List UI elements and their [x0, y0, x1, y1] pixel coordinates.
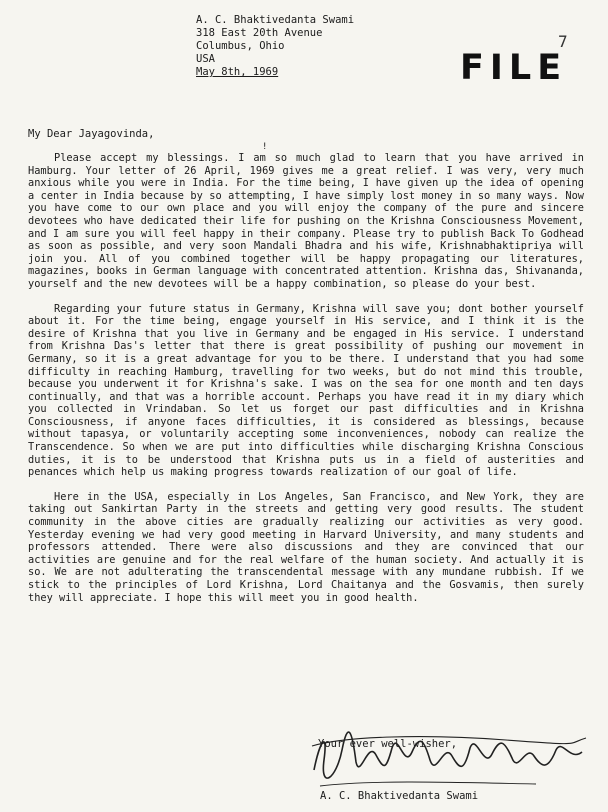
paragraph-3: Here in the USA, especially in Los Angeles, San Francisco, and New York, they are taking out Sankirtan Party in the streets and getting very good results. The student community in the above cities are gradually realizing our activities as very good. Yesterday evening we had very good meeting in Harvard University, and many students and professors attended. There were also discussions and they are convinced that our activities are genuine and for the real welfare of the human society. And actually it is so. We are not adulterating the transcendental message with any mundane rubbish. If we stick to the principles of Lord Krishna, Lord Chaitanya and the Gosvamis, then surely they will appreciate. I hope this will meet you in good health.: [28, 490, 584, 604]
margin-tick-mark: !: [262, 142, 268, 152]
file-stamp-mark: 7: [558, 32, 568, 51]
sender-name: A. C. Bhaktivedanta Swami: [196, 14, 355, 26]
paragraph-2: Regarding your future status in Germany, Krishna will save you; dont bother yourself about it. For the time being, engage yourself in His service, and I think it is the desire of Krishna that you live in Germany and be engaged in His service. I understand from Krishna Das's letter that there is great possibility of pushing our movement in Germany, so it is a great advantage for you to be there. I understand that you had some difficulty in reaching Hamburg, travelling for two weeks, but do not mind this trouble, because you underwent it for Krishna's sake. I was on the sea for one month and ten days continually, and that was a horrible account. Perhaps you have read it in my diary which you collected in Vrindaban. So let us forget our past difficulties and in Krishna Consciousness, if anyone faces difficulties, it is considered as blessings, because without tapasya, or voluntarily accepting some inconveniences, nobody can realize the Transcendence. So when we are put into difficulties while discharging Krishna Conscious duties, it is to be understood that Krishna puts us in a field of austerities and penances which help us making progress towards realization of our goal of life.: [28, 302, 584, 479]
salutation: My Dear Jayagovinda,: [28, 128, 155, 140]
closing-line: Your ever well-wisher,: [318, 738, 458, 750]
typed-signature-name: A. C. Bhaktivedanta Swami: [320, 790, 479, 802]
file-stamp: FILE: [460, 48, 568, 88]
paragraph-1: Please accept my blessings. I am so much glad to learn that you have arrived in Hamburg. Your letter of 26 April, 1969 gives me a great relief. I was very, very much anxious while you were in India. For the time being, I have given up the idea of opening a center in India because by so attempting, I have simply lost money in so many ways. Now you have come to our own place and you will enjoy the company of the pure and sincere devotees who have dedicated their life for pushing on the Krishna Consciousness Movement, and I am sure you will feel happy in their company. Please try to publish Back To Godhead as soon as possible, and very soon Mandali Bhadra and his wife, Krishnabhaktipriya will join you. All of you combined together will be happy propagating our literatures, magazines, books in German language with concentrated attention. Krishna das, Shivananda, yourself and the new devotees will be a happy combination, so please do your best.: [28, 152, 584, 290]
letter-date: May 8th, 1969: [196, 66, 279, 78]
letterhead: [196, 14, 354, 79]
sender-country: USA: [196, 53, 215, 65]
letter-body: [28, 152, 584, 616]
handwritten-signature: [306, 700, 590, 800]
sender-city: Columbus, Ohio: [196, 40, 285, 52]
sender-street: 318 East 20th Avenue: [196, 27, 323, 39]
